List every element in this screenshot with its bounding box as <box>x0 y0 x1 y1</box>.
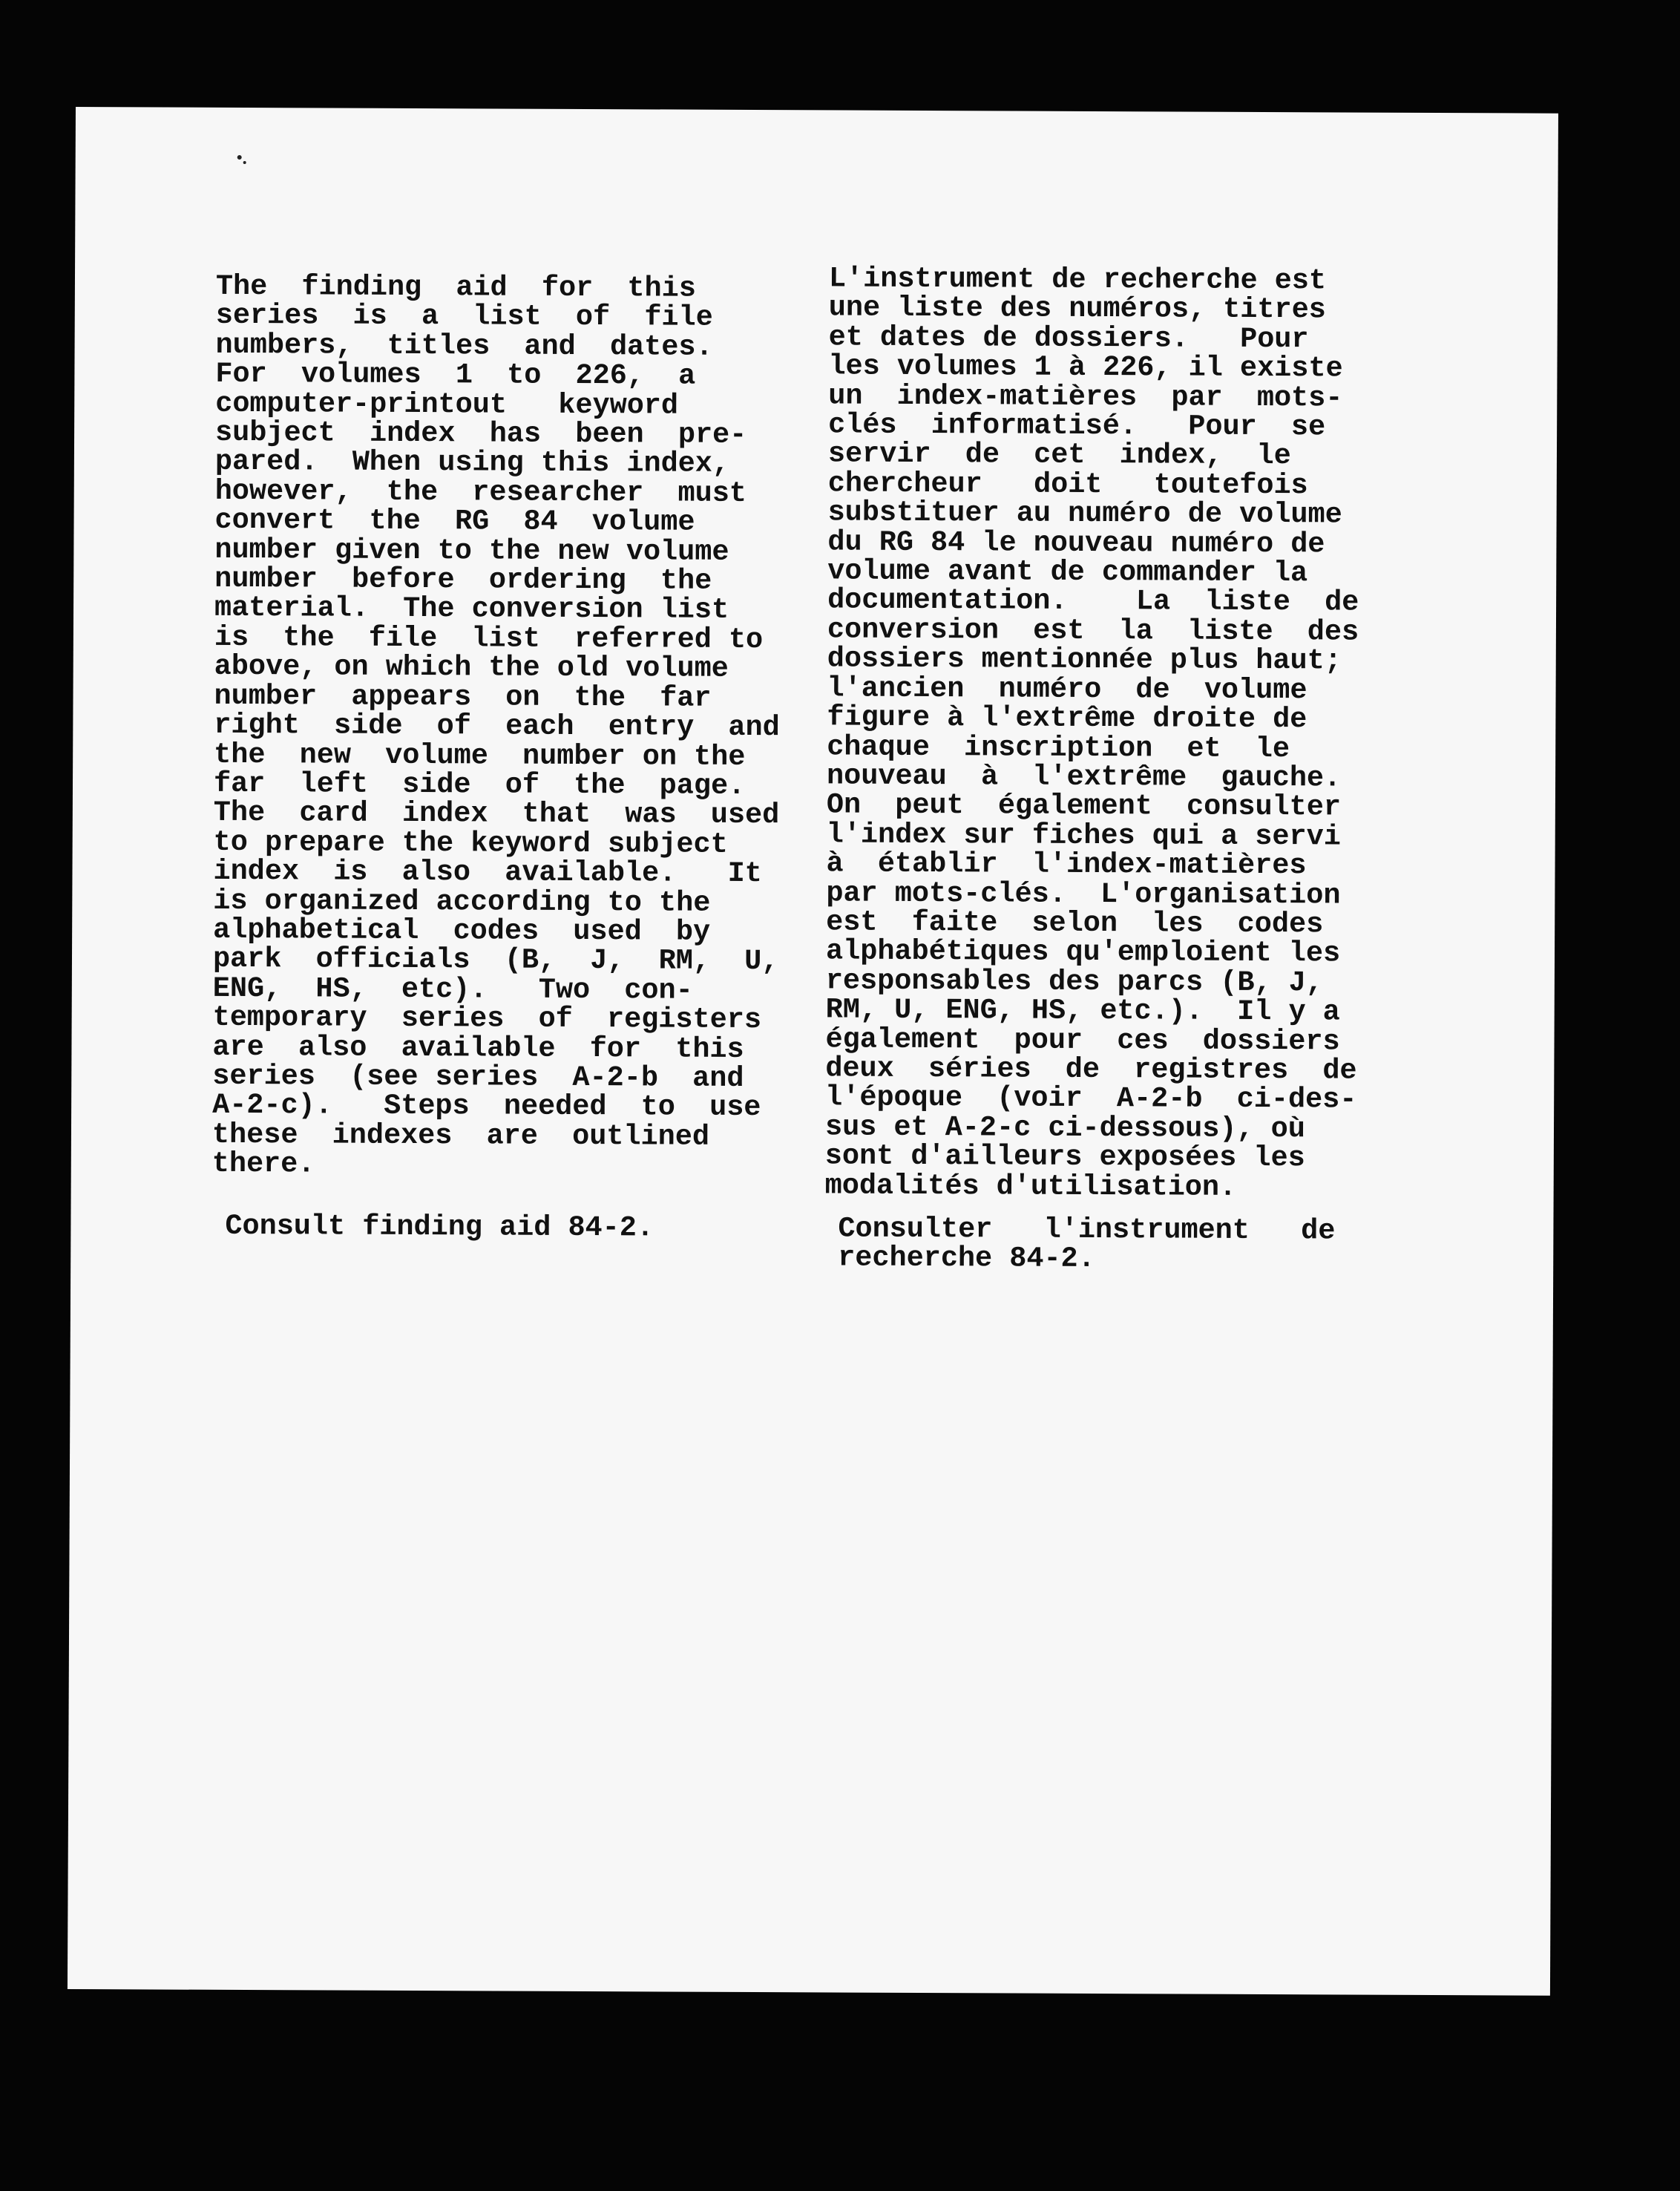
page-speck <box>243 161 246 164</box>
french-text-line: RM, U, ENG, HS, etc.). Il y a <box>825 993 1340 1029</box>
english-text-line: there. <box>211 1147 315 1181</box>
english-text-line: series (see series A-2-b and <box>212 1059 744 1095</box>
english-text-line: is organized according to the <box>213 884 711 920</box>
french-text-line: conversion est la liste des <box>827 613 1359 649</box>
english-text-line: number given to the new volume <box>214 533 729 569</box>
english-text-line: right side of each entry and <box>214 708 780 744</box>
french-text-line: et dates de dossiers. Pour <box>828 321 1309 356</box>
english-text-line: above, on which the old volume <box>214 650 729 686</box>
french-text-line: chaque inscription et le <box>827 730 1290 765</box>
french-text-line: volume avant de commander la <box>827 554 1308 590</box>
french-text-line: sus et A-2-c ci-dessous), où <box>824 1110 1306 1146</box>
english-text-line: is the file list referred to <box>214 620 764 656</box>
french-text-line: nouveau à l'extrême gauche. <box>826 759 1342 795</box>
french-column-text <box>825 264 1361 1202</box>
english-text-line: material. The conversion list <box>214 592 729 627</box>
french-text-line: une liste des numéros, titres <box>828 291 1326 327</box>
english-text-line: subject index has been pre- <box>214 416 747 451</box>
french-text-line: l'index sur fiches qui a servi <box>826 818 1341 854</box>
english-text-line: convert the RG 84 volume <box>214 504 695 539</box>
english-text-line: pared. When using this index, <box>214 445 730 481</box>
english-text-line: temporary series of registers <box>212 1000 762 1037</box>
french-text-line: les volumes 1 à 226, il existe <box>828 350 1343 385</box>
english-text-line: the new volume number on the <box>214 738 746 773</box>
english-text-line: A-2-c). Steps needed to use <box>212 1089 761 1124</box>
french-text-line: à établir l'index-matières <box>826 847 1307 882</box>
english-text-line: computer-printout keyword <box>215 387 679 422</box>
english-text-line: number before ordering the <box>214 562 712 597</box>
english-text-line: to prepare the keyword subject <box>213 825 728 861</box>
french-text-line: servir de cet index, le <box>827 437 1291 473</box>
french-text-line: L'instrument de recherche est <box>828 262 1327 298</box>
french-text-line: du RG 84 le nouveau numéro de <box>827 525 1325 561</box>
english-text-line: series is a list of file <box>215 299 713 335</box>
english-text-line: number appears on the far <box>214 679 712 715</box>
french-text-line: dossiers mentionnée plus haut; <box>827 642 1342 678</box>
french-text-line: également pour ces dossiers <box>825 1022 1340 1058</box>
french-text-line: responsables des parcs (B, J, <box>825 964 1323 1000</box>
french-text-line: documentation. La liste de <box>827 583 1359 620</box>
french-finding-aid-reference: Consulter l'instrument de recherche 84-2. <box>838 1212 1336 1276</box>
french-text-line: par mots-clés. L'organisation <box>826 876 1341 911</box>
english-finding-aid-reference: Consult finding aid 84-2. <box>225 1209 654 1245</box>
page-speck <box>237 155 242 160</box>
english-text-line: park officials (B, J, RM, U, <box>212 943 779 978</box>
french-text-line: alphabétiques qu'emploient les <box>825 934 1341 970</box>
french-text-line: clés informatisé. Pour se <box>828 408 1326 444</box>
french-text-line: chercheur doit toutefois <box>827 467 1308 502</box>
french-text-line: figure à l'extrême droite de <box>827 701 1307 736</box>
french-text-line: On peut également consulter <box>826 788 1342 824</box>
french-text-line: un index-matières par mots- <box>828 379 1343 415</box>
english-text-line: ENG, HS, etc). Two con- <box>212 972 693 1007</box>
english-text-line: numbers, titles and dates. <box>215 328 713 364</box>
french-text-line: sont d'ailleurs exposées les <box>824 1139 1305 1175</box>
document-page <box>68 107 1558 1996</box>
french-text-line: substituer au numéro de volume <box>827 496 1342 531</box>
english-text-line: far left side of the page. <box>213 767 746 802</box>
english-text-line: The finding aid for this <box>215 269 696 305</box>
french-text-line: deux séries de registres de <box>825 1052 1357 1087</box>
english-text-line: are also available for this <box>212 1030 744 1066</box>
english-text-line: index is also available. It <box>213 854 762 891</box>
french-text-line: modalités d'utilisation. <box>824 1169 1237 1204</box>
english-text-line: alphabetical codes used by <box>213 913 711 949</box>
french-text-line: est faite selon les codes <box>826 905 1324 941</box>
french-text-line: l'époque (voir A-2-b ci-des- <box>825 1081 1357 1116</box>
english-text-line: however, the researcher must <box>214 474 747 510</box>
english-text-line: these indexes are outlined <box>211 1118 710 1153</box>
english-column-text <box>211 269 782 1182</box>
english-text-line: For volumes 1 to 226, a <box>215 358 696 393</box>
french-text-line: l'ancien numéro de volume <box>827 672 1307 707</box>
english-text-line: The card index that was used <box>213 796 780 832</box>
